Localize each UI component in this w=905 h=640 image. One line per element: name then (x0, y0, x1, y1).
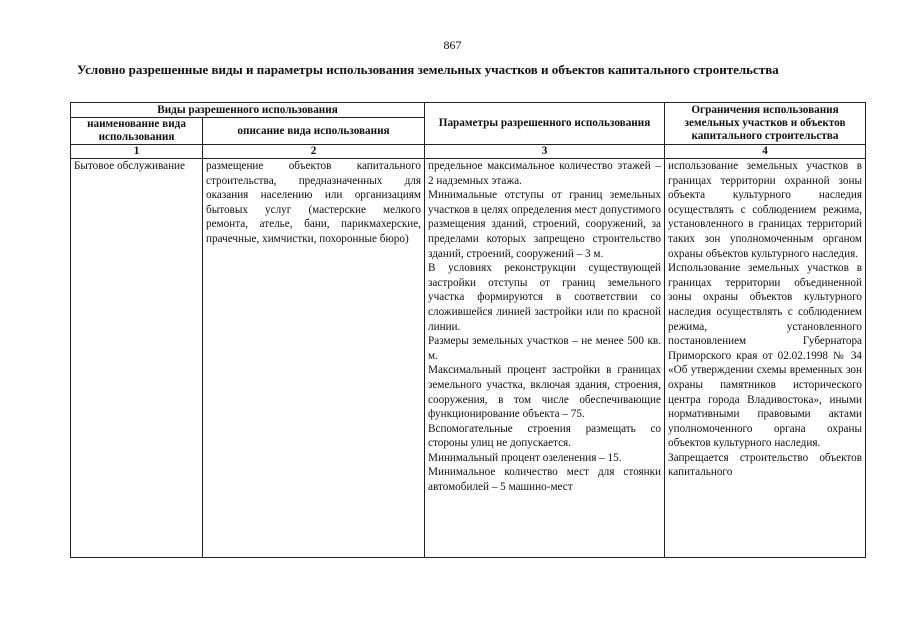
column-number-2: 2 (203, 145, 425, 159)
header-use-name: наименование вида использования (71, 118, 203, 145)
header-parameters: Параметры разрешенного использования (425, 103, 665, 145)
cell-parameters (425, 159, 665, 558)
column-number-3: 3 (425, 145, 665, 159)
restriction-paragraph: Запрещается строительство объектов капитального (668, 451, 863, 479)
cell-restrictions (665, 159, 866, 558)
header-permitted-uses: Виды разрешенного использования (71, 103, 425, 118)
parameter-paragraph: Максимальный процент застройки в границах земельного участка, включая здания, строения, сооружения, в том числе обеспечивающие функционирование объекта – 75. (428, 364, 662, 421)
page-number: 867 (443, 38, 462, 52)
column-number-1: 1 (71, 145, 203, 159)
parameter-paragraph: Размеры земельных участков – не менее 500 кв. м. (428, 335, 662, 362)
column-number-4: 4 (665, 145, 866, 159)
cell-use-description: размещение объектов капитального строительства, предназначенных для оказания населению или организациям бытовых услуг (мастерские мелкого ремонта, ателье, бани, парикмахерские, прачечные, химчистки, похоронные бюро) (203, 159, 425, 558)
table-row (71, 159, 866, 558)
parameter-paragraph: Минимальный процент озеленения – 15. (428, 451, 622, 464)
header-use-description: описание вида использования (203, 118, 425, 145)
parameter-paragraph: предельное максимальное количество этажей – 2 надземных этажа. (428, 160, 662, 187)
restriction-paragraph: использование земельных участков в границах территории охранной зоны объекта культурного наследия осуществлять с соблюдением режима, установленного в границах территорий таких зон уполномоченным органом охраны объектов культурного наследия. (668, 160, 863, 260)
header-restrictions: Ограничения использования земельных участков и объектов капитального строительства (665, 103, 866, 145)
parameter-paragraph: Минимальные отступы от границ земельных участков в целях определения мест допустимого размещения зданий, строений, сооружений, за пределами которых запрещено строительство зданий, строений, сооружений – 3 м. (428, 189, 662, 260)
land-use-table (70, 102, 866, 558)
parameter-paragraph: Вспомогательные строения размещать со стороны улиц не допускается. (428, 422, 662, 450)
cell-use-name: Бытовое обслуживание (71, 159, 203, 558)
restriction-paragraph: Использование земельных участков в границах территории объединенной зоны охраны объектов культурного наследия осуществлять с соблюдением режима, установленного постановлением Губернатора Приморского края от 02.02.1998 № 34 «Об утверждении схемы временных зон охраны памятников исторического центра города Владивостока», иными нормативными правовыми актами уполномоченного органа охраны объектов культурного наследия. (668, 262, 863, 450)
parameter-paragraph: В условиях реконструкции существующей застройки отступы от границ земельного участка формируются в соответствии со сложившейся линией застройки или по красной линии. (428, 262, 662, 333)
page-title: Условно разрешенные виды и параметры использования земельных участков и объектов капитального строительства (77, 62, 779, 77)
parameter-paragraph: Минимальное количество мест для стоянки автомобилей – 5 машино-мест (428, 466, 662, 494)
